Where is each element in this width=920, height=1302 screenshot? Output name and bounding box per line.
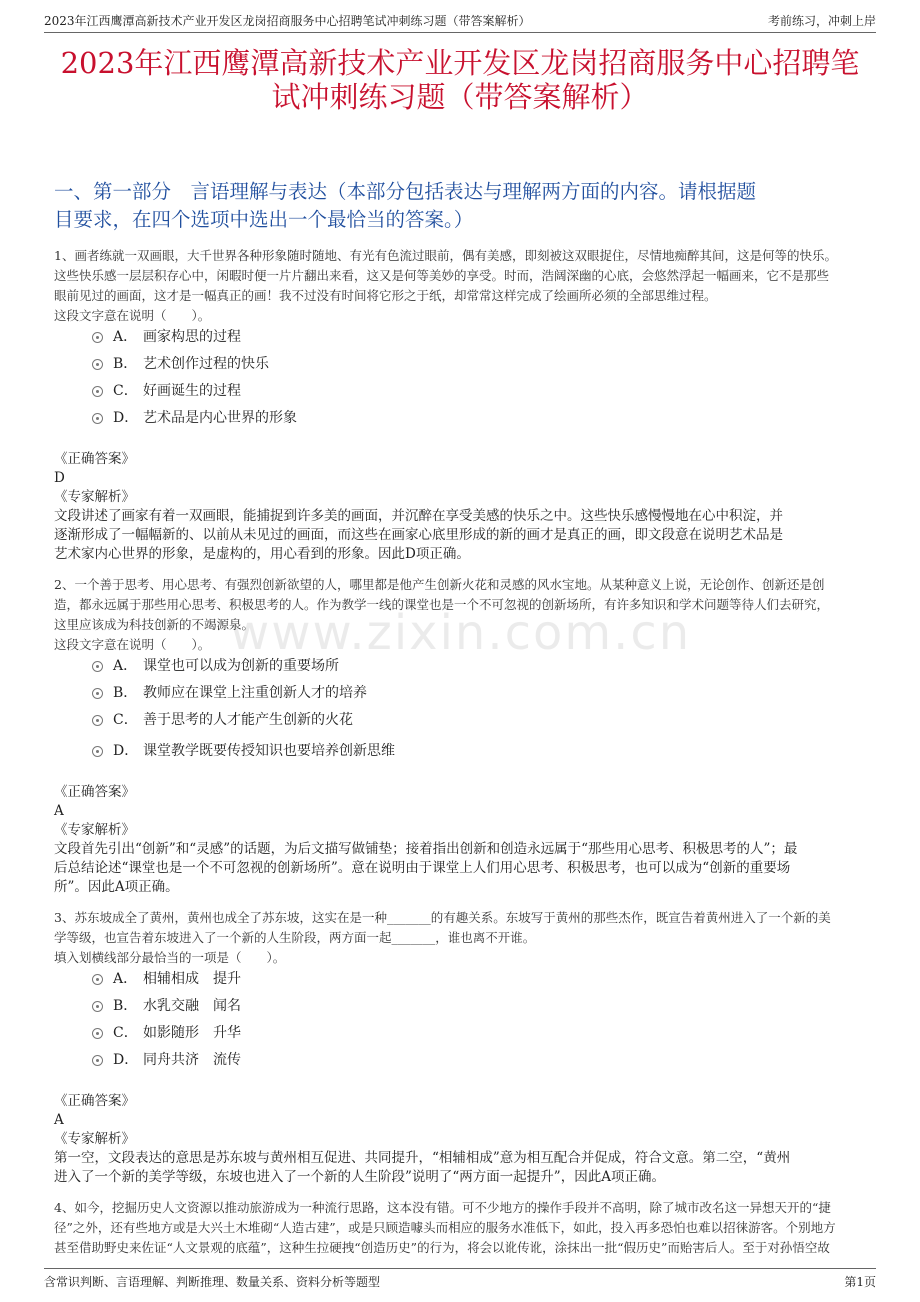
stem-line: 眼前见过的画面，这才是一幅真正的画！我不过没有时间将它形之于纸，却常常这样完成了绘画所必须的全部思维过程。 [54,288,717,303]
option-letter: C． [113,1025,138,1041]
stem-line: 甚至借助野史来佐证“人文景观的底蕴”，这种生拉硬拽“创造历史”的行为，将会以讹传讹，涂抹出一批“假历史”而贻害后人。至于对孙悟空故 [54,1240,830,1255]
question-3-stem [54,908,876,968]
option-letter: B． [113,685,138,701]
option-text: 课堂教学既要传授知识也要培养创新思维 [143,743,395,759]
answer-value: D [54,470,65,486]
section-line-1: 一、第一部分 言语理解与表达（本部分包括表达与理解两方面的内容。请根据题 [54,180,757,203]
question-1-option-a[interactable] [92,327,241,347]
document-title [20,46,900,114]
question-1-option-c[interactable] [92,381,241,401]
answer-value: A [54,1112,64,1128]
option-text: 水乳交融 闻名 [143,998,241,1014]
radio-icon[interactable] [92,386,103,397]
answer-label: 《正确答案》 [54,451,135,467]
page-header [44,10,876,33]
option-letter: B． [113,356,138,372]
footer-description: 含常识判断、言语理解、判断推理、数量关系、资料分析等题型 [44,1275,381,1289]
stem-line: 学等级，也宣告着东坡进入了一个新的人生阶段，两方面一起_______，谁也离不开谁。 [54,930,536,945]
question-2-option-b[interactable] [92,683,367,703]
section-line-2: 目要求，在四个选项中选出一个最恰当的答案。） [54,208,474,231]
option-text: 同舟共济 流传 [143,1052,241,1068]
radio-icon[interactable] [92,688,103,699]
radio-icon[interactable] [92,413,103,424]
stem-line: 这段文字意在说明（ ）。 [54,308,211,323]
stem-line: 2、一个善于思考、用心思考、有强烈创新欲望的人，哪里都是他产生创新火花和灵感的风水宝地。从某种意义上说，无论创作、创新还是创 [54,577,825,592]
option-letter: D． [113,410,139,426]
analysis-line: 文段讲述了画家有着一双画眼，能捕捉到许多美的画面，并沉醉在享受美感的快乐之中。这些快乐感慢慢地在心中积淀，并 [54,508,783,524]
stem-line: 这段文字意在说明（ ）。 [54,637,211,652]
option-letter: D． [113,1052,139,1068]
analysis-label: 《专家解析》 [54,1131,135,1147]
radio-icon[interactable] [92,661,103,672]
option-letter: A． [113,658,138,674]
section-heading [54,178,876,234]
analysis-line: 后总结论述“课堂也是一个不可忽视的创新场所”。意在说明由于课堂上人们用心思考、积极思考，也可以成为“创新的重要场 [54,860,791,876]
question-1-option-d[interactable] [92,408,297,428]
radio-icon[interactable] [92,746,103,757]
question-3-option-c[interactable] [92,1023,241,1043]
radio-icon[interactable] [92,1055,103,1066]
analysis-line: 进入了一个新的美学等级，东坡也进入了一个新的人生阶段”说明了“两方面一起提升”，因此A项正确。 [54,1169,665,1185]
stem-line: 造，都永远属于那些用心思考、积极思考的人。作为教学一线的课堂也是一个不可忽视的创新场所，有许多知识和学术问题等待人们去研究， [54,597,830,612]
question-1-option-b[interactable] [92,354,269,374]
question-4-stem [54,1198,876,1258]
option-letter: C． [113,383,138,399]
radio-icon[interactable] [92,359,103,370]
question-3-option-d[interactable] [92,1050,241,1070]
option-text: 相辅相成 提升 [143,971,241,987]
analysis-label: 《专家解析》 [54,489,135,505]
stem-line: 4、如今，挖掘历史人文资源以推动旅游成为一种流行思路，这本没有错。可不少地方的操作手段并不高明，除了城市改名这一异想天开的“捷 [54,1200,831,1215]
page-footer [44,1268,876,1293]
question-1-stem [54,246,876,326]
stem-line: 1、画者练就一双画眼，大千世界各种形象随时随地、有光有色流过眼前，偶有美感，即刻被这双眼捉住，尽情地痴醉其间，这是何等的快乐。 [54,248,837,263]
option-text: 画家构思的过程 [143,329,241,345]
question-2-answer-block [54,783,876,897]
option-text: 如影随形 升华 [143,1025,241,1041]
analysis-line: 所”。因此A项正确。 [54,879,179,895]
header-slogan: 考前练习，冲刺上岸 [767,14,876,28]
option-letter: D． [113,743,139,759]
radio-icon[interactable] [92,974,103,985]
question-3-option-b[interactable] [92,996,241,1016]
analysis-line: 逐渐形成了一幅幅新的、以前从未见过的画面，而这些在画家心底里形成的新的画才是真正的画，即文段意在说明艺术品是 [54,527,783,543]
option-text: 教师应在课堂上注重创新人才的培养 [143,685,367,701]
header-title: 2023年江西鹰潭高新技术产业开发区龙岗招商服务中心招聘笔试冲刺练习题（带答案解析） [44,14,531,28]
analysis-line: 第一空，文段表达的意思是苏东坡与黄州相互促进、共同提升，“相辅相成”意为相互配合并促成，符合文意。第二空，“黄州 [54,1150,791,1166]
title-line-2: 试冲刺练习题（带答案解析） [271,80,649,114]
radio-icon[interactable] [92,332,103,343]
title-line-1: 2023年江西鹰潭高新技术产业开发区龙岗招商服务中心招聘笔 [60,46,860,80]
option-letter: A． [113,971,138,987]
radio-icon[interactable] [92,1001,103,1012]
option-text: 艺术创作过程的快乐 [143,356,269,372]
analysis-line: 艺术家内心世界的形象，是虚构的，用心看到的形象。因此D项正确。 [54,546,470,562]
option-text: 艺术品是内心世界的形象 [143,410,297,426]
option-letter: A． [113,329,138,345]
stem-line: 填入划横线部分最恰当的一项是（ ）。 [54,950,286,965]
option-letter: C． [113,712,138,728]
answer-label: 《正确答案》 [54,1093,135,1109]
question-1-answer-block [54,450,876,564]
question-2-stem [54,575,876,655]
option-letter: B． [113,998,138,1014]
analysis-line: 文段首先引出“创新”和“灵感”的话题，为后文描写做铺垫；接着指出创新和创造永远属于“那些用心思考、积极思考的人”；最 [54,841,798,857]
stem-line: 3、苏东坡成全了黄州，黄州也成全了苏东坡，这实在是一种_______的有趣关系。东坡写于黄州的那些杰作，既宣告着黄州进入了一个新的美 [54,910,831,925]
analysis-label: 《专家解析》 [54,822,135,838]
watermark: www.zixin.com.cn [230,605,692,661]
radio-icon[interactable] [92,1028,103,1039]
option-text: 善于思考的人才能产生创新的火花 [143,712,353,728]
stem-line: 径”之外，还有些地方或是大兴土木堆砌“人造古建”，或是只顾造噱头而相应的服务水准低下，如此，投入再多恐怕也难以招徕游客。个别地方 [54,1220,836,1235]
stem-line: 这里应该成为科技创新的不竭源泉。 [54,617,255,632]
question-2-option-a[interactable] [92,656,339,676]
stem-line: 这些快乐感一层层积存心中，闲暇时便一片片翻出来看，这又是何等美妙的享受。时而，浩阔深幽的心底，会悠然浮起一幅画来，它不是那些 [54,268,830,283]
question-2-option-d[interactable] [92,741,395,761]
answer-label: 《正确答案》 [54,784,135,800]
page-number: 第1页 [844,1275,876,1289]
question-3-option-a[interactable] [92,969,241,989]
radio-icon[interactable] [92,715,103,726]
answer-value: A [54,803,64,819]
question-2-option-c[interactable] [92,710,353,730]
option-text: 好画诞生的过程 [143,383,241,399]
question-3-answer-block [54,1092,876,1187]
option-text: 课堂也可以成为创新的重要场所 [143,658,339,674]
